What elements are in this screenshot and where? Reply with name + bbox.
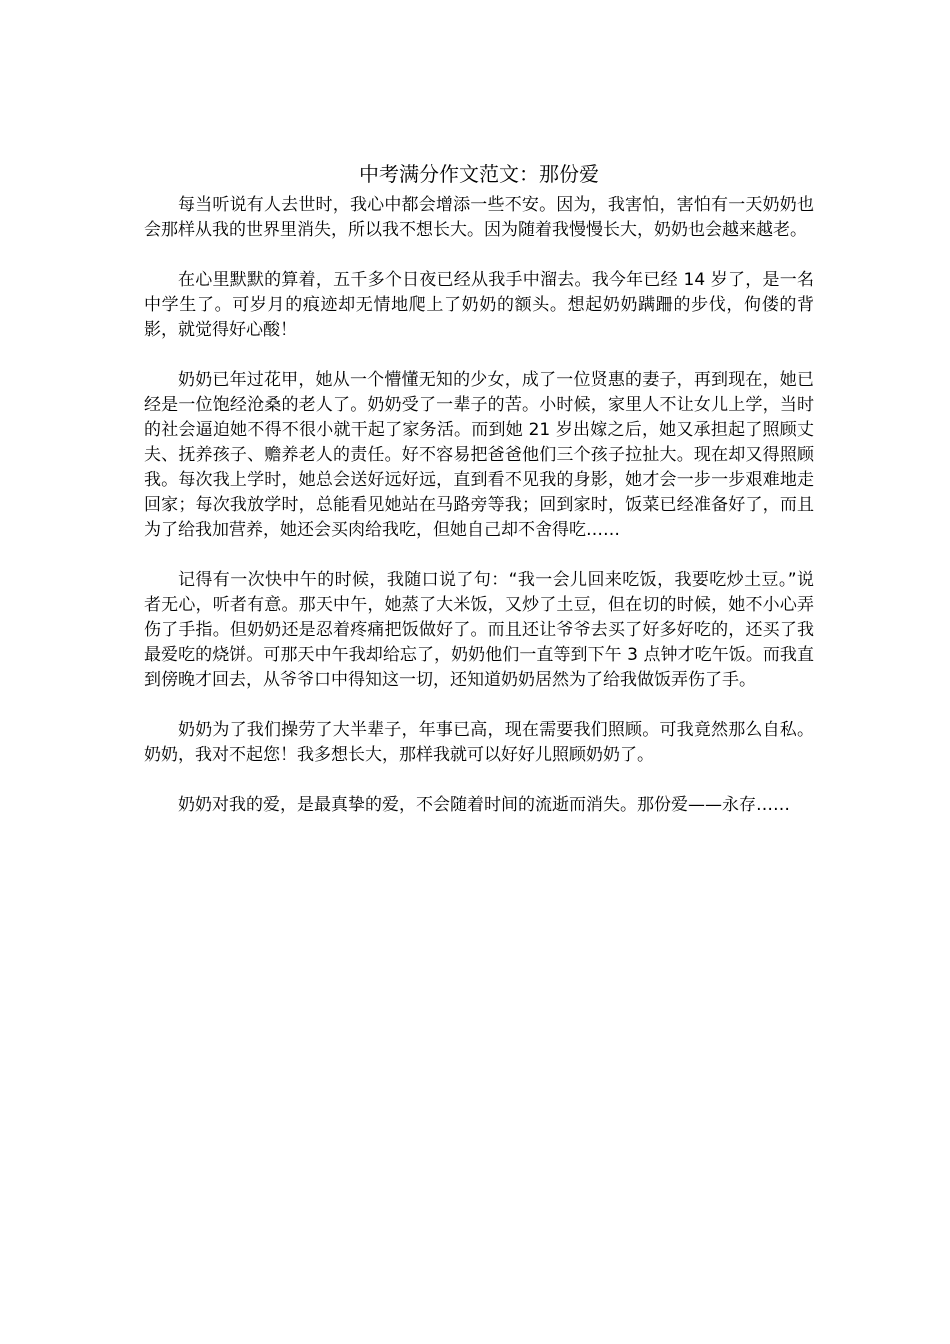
paragraph-5: 奶奶为了我们操劳了大半辈子，年事已高，现在需要我们照顾。可我竟然那么自私。奶奶，我对不起您！我多想长大，那样我就可以好好儿照顾奶奶了。 (144, 720, 814, 765)
paragraph-2: 在心里默默的算着，五千多个日夜已经从我手中溜去。我今年已经 14 岁了，是一名中学生了。可岁月的痕迹却无情地爬上了奶奶的额头。想起奶奶蹒跚的步伐，佝偻的背影，就觉得好心酸！ (144, 270, 814, 340)
paragraph-3: 奶奶已年过花甲，她从一个懵懂无知的少女，成了一位贤惠的妻子，再到现在，她已经是一位饱经沧桑的老人了。奶奶受了一辈子的苦。小时候，家里人不让女儿上学，当时的社会逼迫她不得不很小就干起了家务活。而到她 21 岁出嫁之后，她又承担起了照顾丈夫、抚养孩子、赡养老人的责任。好不容易把爸爸他们三个孩子拉扯大。现在却又得照顾我。每次我上学时，她总会送好远好远，直到看不见我的身影，她才会一步一步艰难地走回家；每次我放学时，总能看见她站在马路旁等我；回到家时，饭菜已经准备好了，而且为了给我加营养，她还会买肉给我吃，但她自己却不舍得吃…… (144, 370, 814, 540)
paragraph-1: 每当听说有人去世时，我心中都会增添一些不安。因为，我害怕，害怕有一天奶奶也会那样从我的世界里消失，所以我不想长大。因为随着我慢慢长大，奶奶也会越来越老。 (144, 195, 814, 240)
document-title: 中考满分作文范文：那份爱 (359, 162, 599, 186)
paragraph-6: 奶奶对我的爱，是最真挚的爱，不会随着时间的流逝而消失。那份爱——永存…… (178, 795, 790, 815)
document-page (144, 158, 814, 843)
paragraph-4: 记得有一次快中午的时候，我随口说了句：“我一会儿回来吃饭，我要吃炒土豆。”说者无心，听者有意。那天中午，她蒸了大米饭，又炒了土豆，但在切的时候，她不小心弄伤了手指。但奶奶还是忍着疼痛把饭做好了。而且还让爷爷去买了好多好吃的，还买了我最爱吃的烧饼。可那天中午我却给忘了，奶奶他们一直等到下午 3 点钟才吃午饭。而我直到傍晚才回去，从爷爷口中得知这一切，还知道奶奶居然为了给我做饭弄伤了手。 (144, 570, 814, 690)
